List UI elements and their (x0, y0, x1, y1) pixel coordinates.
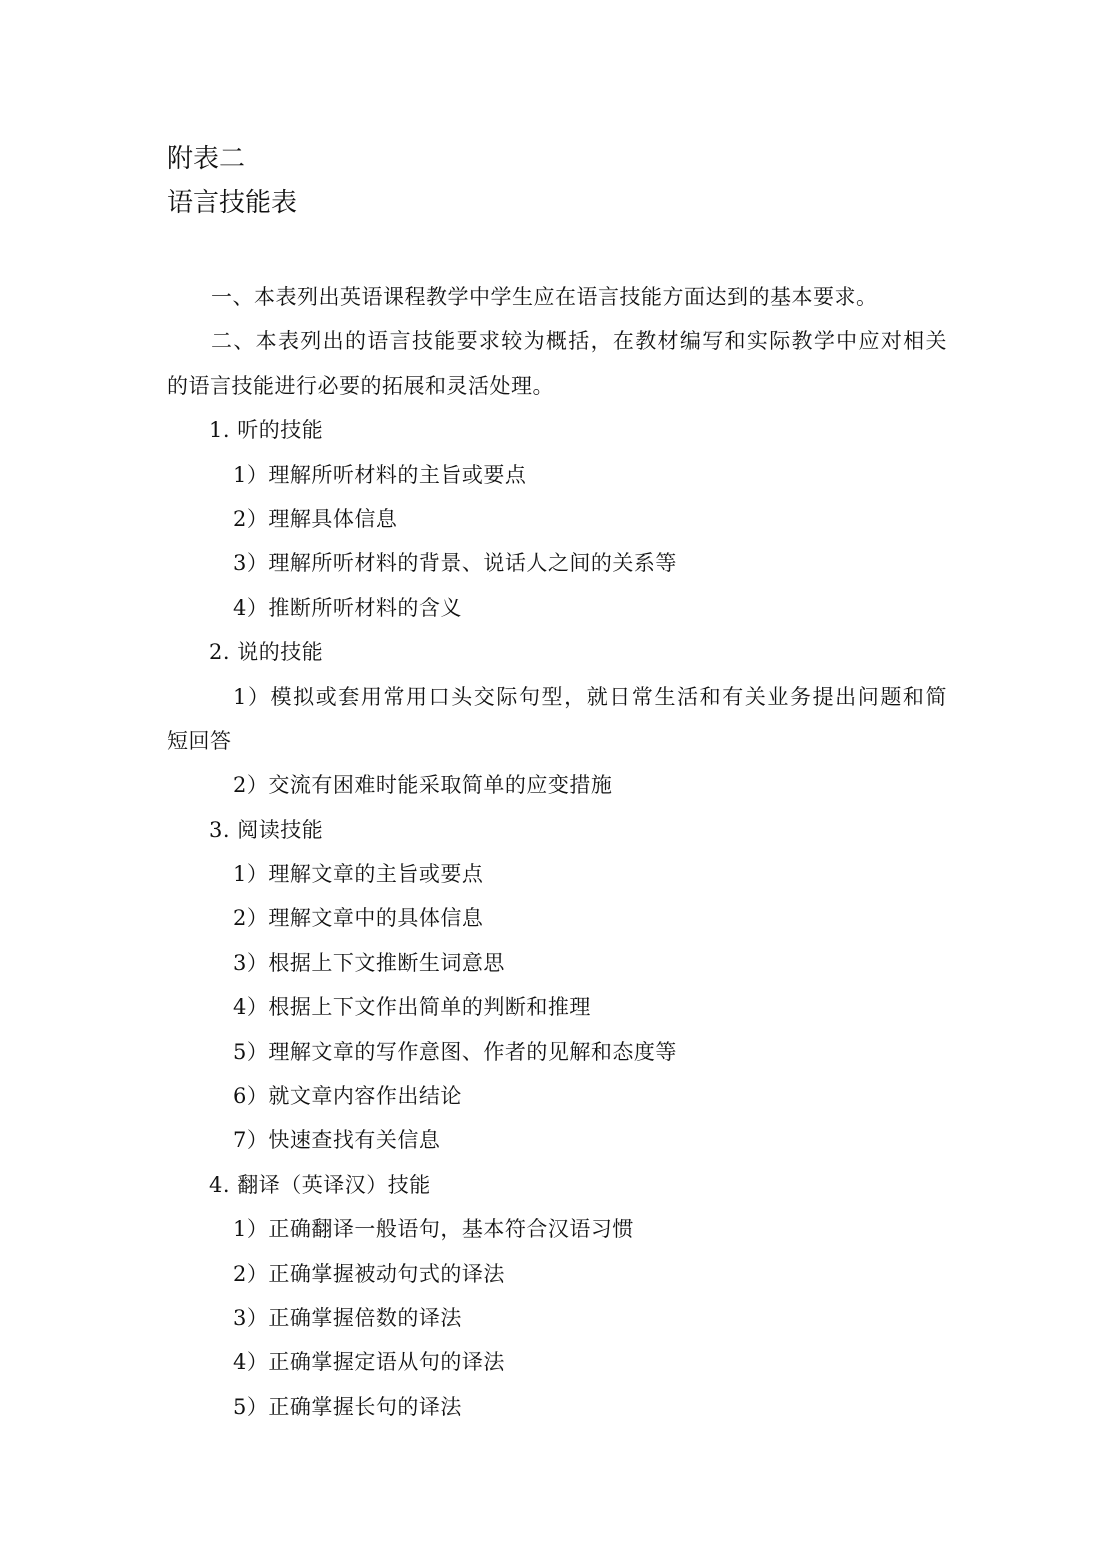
reading-item-5: 5）理解文章的写作意图、作者的见解和态度等 (233, 1039, 677, 1064)
speaking-item-1-continued: 短回答 (167, 728, 232, 753)
reading-item-6: 6）就文章内容作出结论 (233, 1084, 462, 1109)
intro-paragraph-2: 二、本表列出的语言技能要求较为概括，在教材编写和实际教学中应对相关 (211, 329, 947, 354)
translation-item-1: 1）正确翻译一般语句，基本符合汉语习惯 (233, 1217, 634, 1242)
listening-item-2: 2）理解具体信息 (233, 506, 398, 531)
reading-item-2: 2）理解文章中的具体信息 (233, 906, 484, 931)
reading-item-1: 1）理解文章的主旨或要点 (233, 862, 484, 887)
section-heading-translation: 4. 翻译（英译汉）技能 (209, 1172, 431, 1197)
reading-item-3: 3）根据上下文推断生词意思 (233, 950, 505, 975)
intro-paragraph-2-continued: 的语言技能进行必要的拓展和灵活处理。 (167, 373, 554, 398)
reading-item-4: 4）根据上下文作出简单的判断和推理 (233, 995, 591, 1020)
reading-item-7: 7）快速查找有关信息 (233, 1128, 441, 1153)
translation-item-5: 5）正确掌握长句的译法 (233, 1394, 462, 1419)
listening-item-4: 4）推断所听材料的含义 (233, 595, 462, 620)
speaking-item-2: 2）交流有困难时能采取简单的应变措施 (233, 773, 613, 798)
speaking-item-1: 1）模拟或套用常用口头交际句型，就日常生活和有关业务提出问题和简 (233, 684, 947, 709)
translation-item-4: 4）正确掌握定语从句的译法 (233, 1350, 505, 1375)
intro-paragraph-1: 一、本表列出英语课程教学中学生应在语言技能方面达到的基本要求。 (211, 285, 878, 309)
section-heading-speaking: 2. 说的技能 (209, 640, 324, 665)
section-heading-listening: 1. 听的技能 (209, 418, 324, 443)
translation-item-3: 3）正确掌握倍数的译法 (233, 1305, 462, 1330)
listening-item-1: 1）理解所听材料的主旨或要点 (233, 462, 527, 487)
translation-item-2: 2）正确掌握被动句式的译法 (233, 1261, 505, 1286)
document-body (167, 275, 947, 1429)
appendix-label: 附表二 (167, 144, 246, 174)
page-title: 语言技能表 (167, 188, 298, 218)
listening-item-3: 3）理解所听材料的背景、说话人之间的关系等 (233, 551, 677, 576)
section-heading-reading: 3. 阅读技能 (209, 817, 324, 842)
